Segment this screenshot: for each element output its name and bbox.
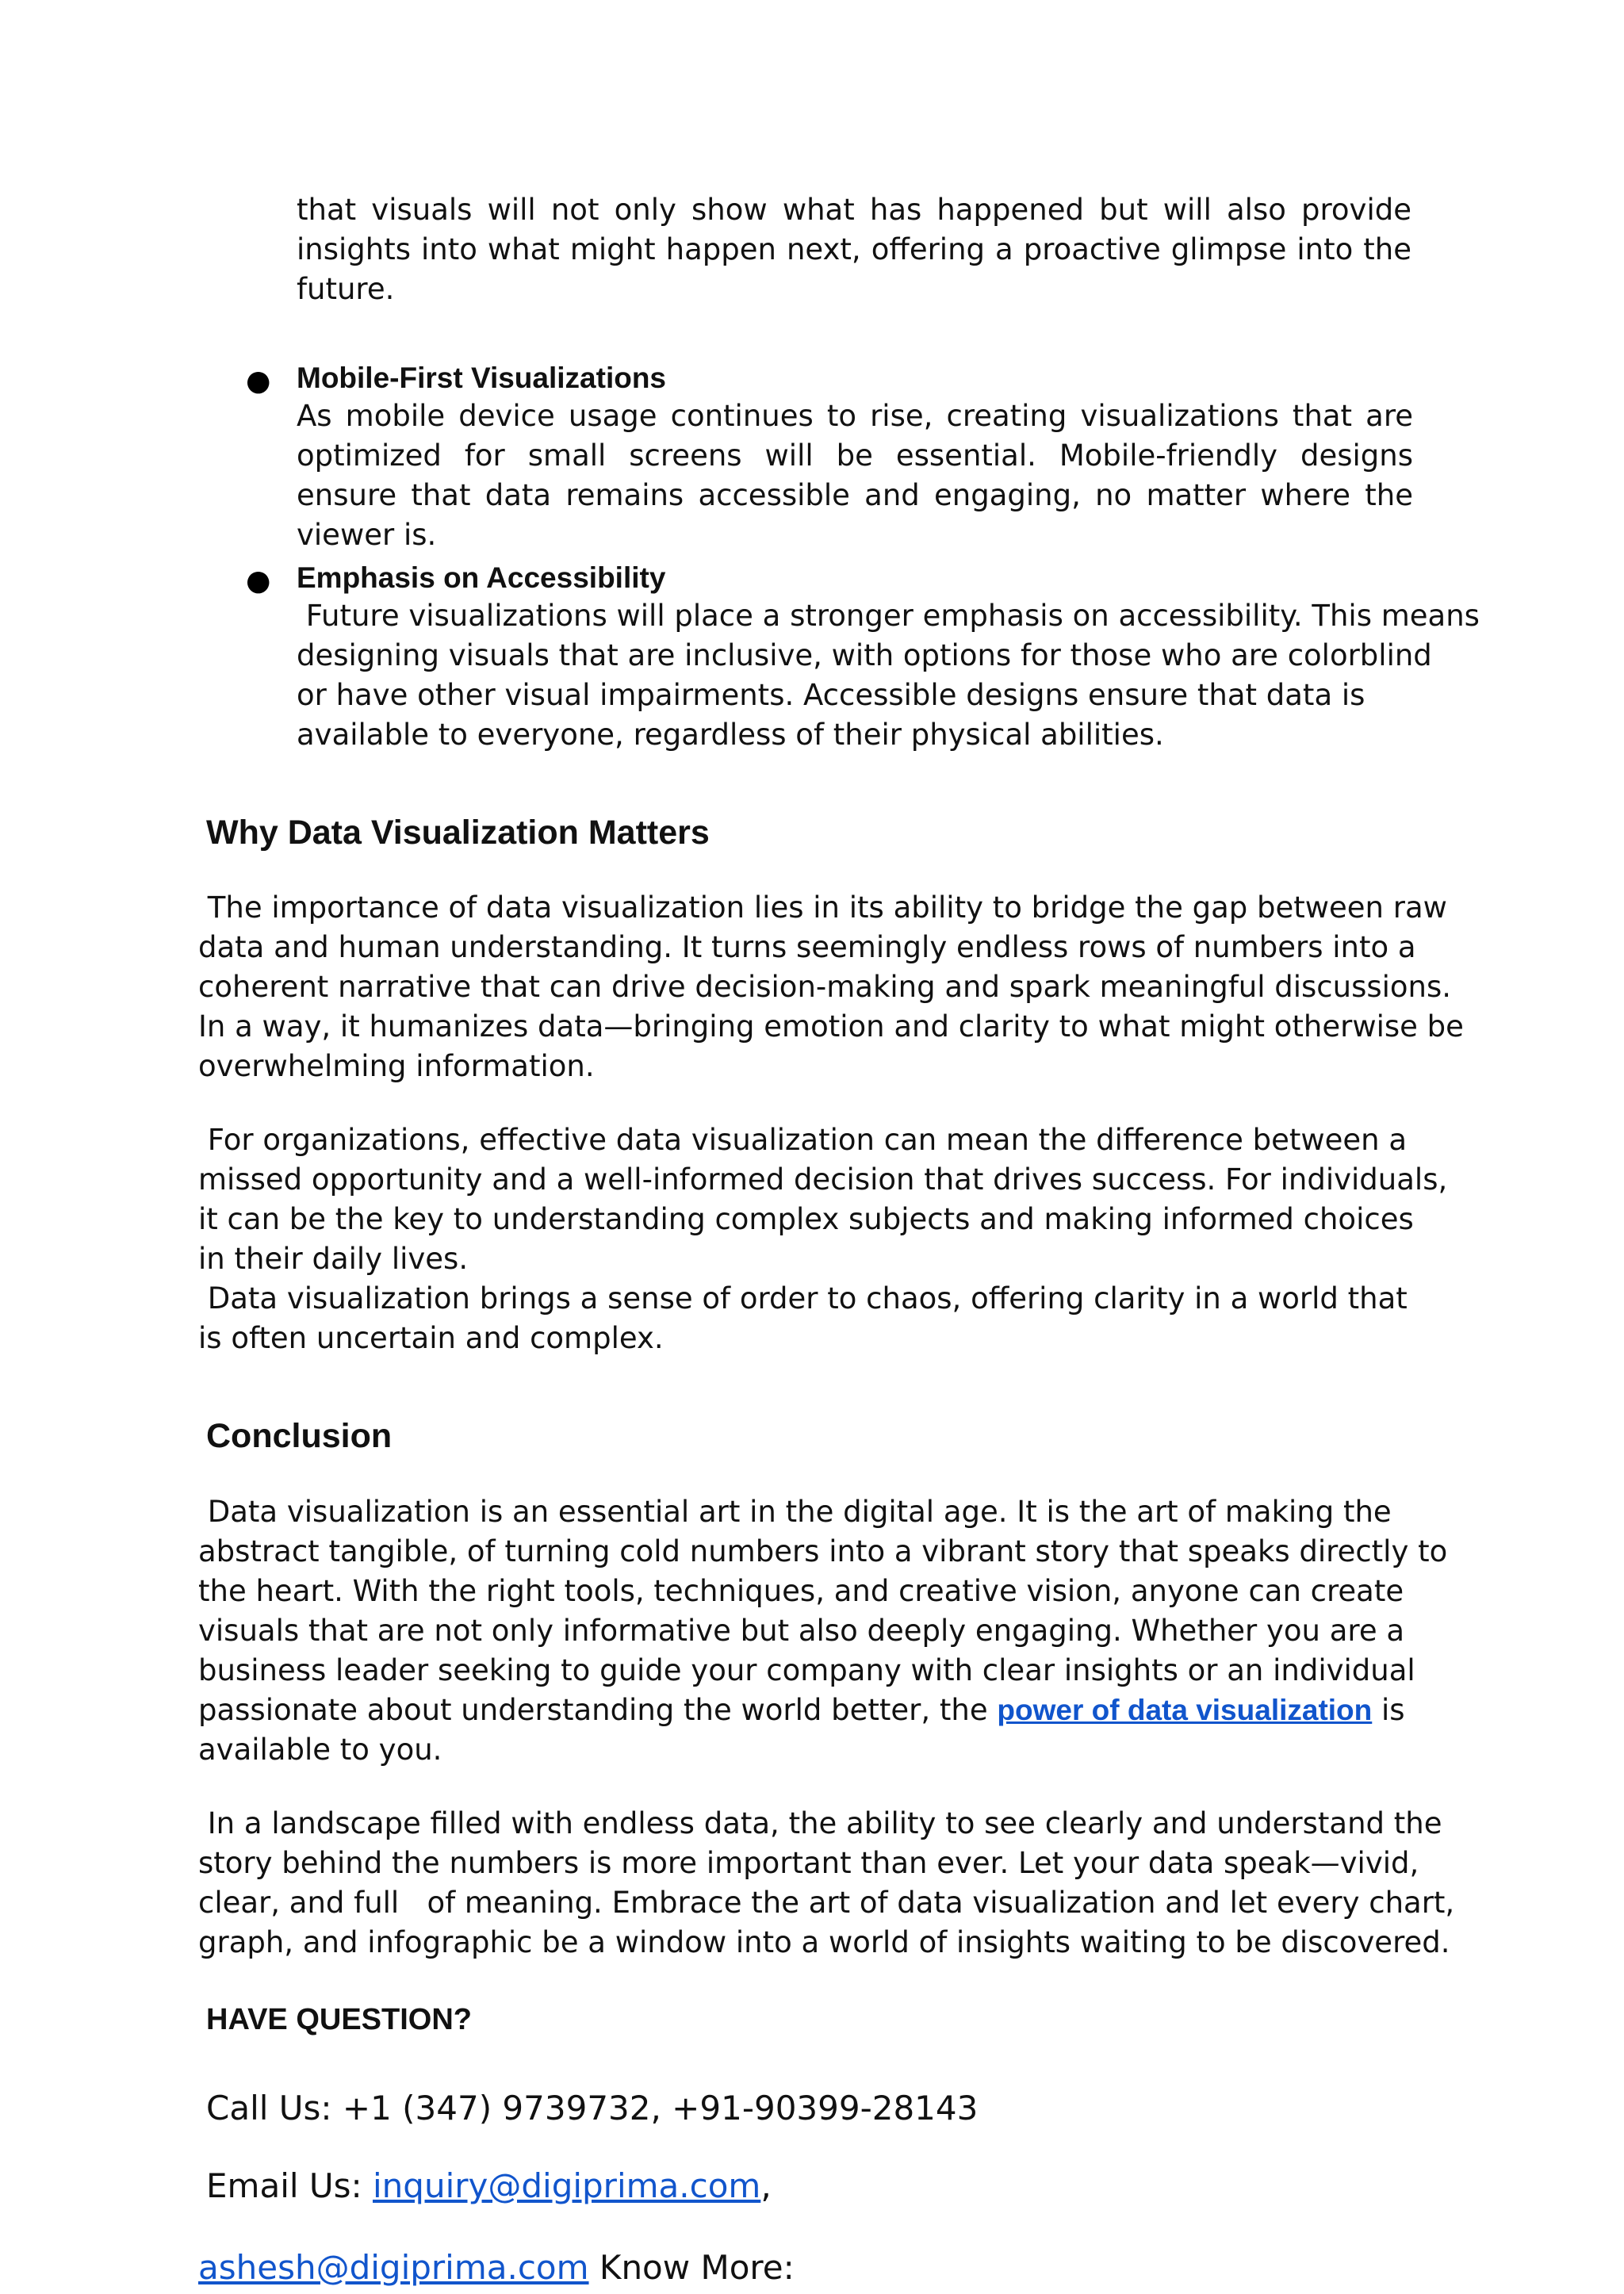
section-heading-conclusion: Conclusion xyxy=(206,1417,393,1455)
text-line: abstract tangible, of turning cold numbers into a vibrant story that speaks directly to xyxy=(198,1534,1448,1568)
text-line: in their daily lives. xyxy=(198,1242,469,1276)
conclusion-paragraph-1 xyxy=(198,1492,1448,1770)
text-line: missed opportunity and a well-informed decision that drives success. For individuals, xyxy=(198,1162,1448,1197)
email-separator: , xyxy=(760,2166,772,2205)
email-us-line xyxy=(206,2163,772,2209)
conclusion-paragraph-2 xyxy=(198,1804,1455,1963)
continuation-paragraph: that visuals will not only show what has happened but will also provide insights into what might happen next, offering a proactive glimpse into the future. xyxy=(297,193,1411,306)
text-line: coherent narrative that can drive decision-making and spark meaningful discussions. xyxy=(198,970,1452,1004)
text-line: available to everyone, regardless of their physical abilities. xyxy=(297,718,1164,752)
text-line xyxy=(198,1691,1419,1730)
text-line: designing visuals that are inclusive, with options for those who are colorblind xyxy=(297,638,1432,672)
bullet-title-mobile-first: Mobile-First Visualizations xyxy=(297,362,667,394)
text-line: the heart. With the right tools, techniques, and creative vision, anyone can create xyxy=(198,1574,1404,1608)
email-know-more-line xyxy=(198,2245,795,2291)
email-label: Email Us: xyxy=(206,2166,373,2205)
bullet-title-accessibility: Emphasis on Accessibility xyxy=(297,561,666,594)
text-line: available to you. xyxy=(198,1733,442,1767)
section-heading-why: Why Data Visualization Matters xyxy=(206,814,710,852)
text-segment: passionate about understanding the world better, the xyxy=(198,1693,998,1727)
text-line: graph, and infographic be a window into a world of insights waiting to be discovered. xyxy=(198,1925,1450,1959)
text-line: or have other visual impairments. Accessible designs ensure that data is xyxy=(297,678,1365,712)
text-line: For organizations, effective data visualization can mean the difference between a xyxy=(198,1123,1408,1157)
text-line: Data visualization is an essential art in the digital age. It is the art of making the xyxy=(198,1495,1392,1529)
text-line: it can be the key to understanding complex subjects and making informed choices xyxy=(198,1202,1414,1236)
text-line: business leader seeking to guide your company with clear insights or an individual xyxy=(198,1653,1415,1687)
power-of-data-visualization-link[interactable]: power of data visualization xyxy=(997,1694,1373,1726)
have-question-heading: HAVE QUESTION? xyxy=(206,2003,472,2036)
text-line: In a way, it humanizes data—bringing emotion and clarity to what might otherwise be xyxy=(198,1009,1464,1044)
text-line: overwhelming information. xyxy=(198,1049,595,1083)
call-us-line: Call Us: +1 (347) 9739732, +91-90399-28143 xyxy=(206,2089,979,2127)
text-line: clear, and full of meaning. Embrace the art of data visualization and let every chart, xyxy=(198,1886,1455,1920)
why-paragraph-2 xyxy=(198,1120,1448,1358)
bullet-dot: ● xyxy=(246,365,271,397)
email-link-inquiry[interactable]: inquiry@digiprima.com xyxy=(373,2166,761,2205)
text-line: data and human understanding. It turns seemingly endless rows of numbers into a xyxy=(198,930,1416,964)
text-line: story behind the numbers is more important than ever. Let your data speak—vivid, xyxy=(198,1846,1419,1880)
bullet-body-accessibility xyxy=(297,596,1480,755)
text-segment: is xyxy=(1372,1693,1405,1727)
text-line: is often uncertain and complex. xyxy=(198,1321,664,1355)
bullet-body-mobile-first: As mobile device usage continues to rise, creating visualizations that are optimized for small screens will be essential. Mobile-friendly designs ensure that data remains accessible and engaging, no matter where the viewer is. xyxy=(297,399,1413,552)
text-line: In a landscape filled with endless data, the ability to see clearly and understand the xyxy=(198,1806,1442,1840)
text-line: The importance of data visualization lies in its ability to bridge the gap between raw xyxy=(198,890,1447,925)
bullet-dot: ● xyxy=(246,565,271,597)
email-link-ashesh[interactable]: ashesh@digiprima.com xyxy=(198,2248,589,2287)
text-line: visuals that are not only informative but also deeply engaging. Whether you are a xyxy=(198,1614,1405,1648)
text-line: Data visualization brings a sense of order to chaos, offering clarity in a world that xyxy=(198,1281,1408,1316)
text-line: Future visualizations will place a stronger emphasis on accessibility. This means xyxy=(297,599,1480,633)
know-more-label: Know More: xyxy=(588,2248,795,2287)
why-paragraph-1 xyxy=(198,888,1464,1086)
